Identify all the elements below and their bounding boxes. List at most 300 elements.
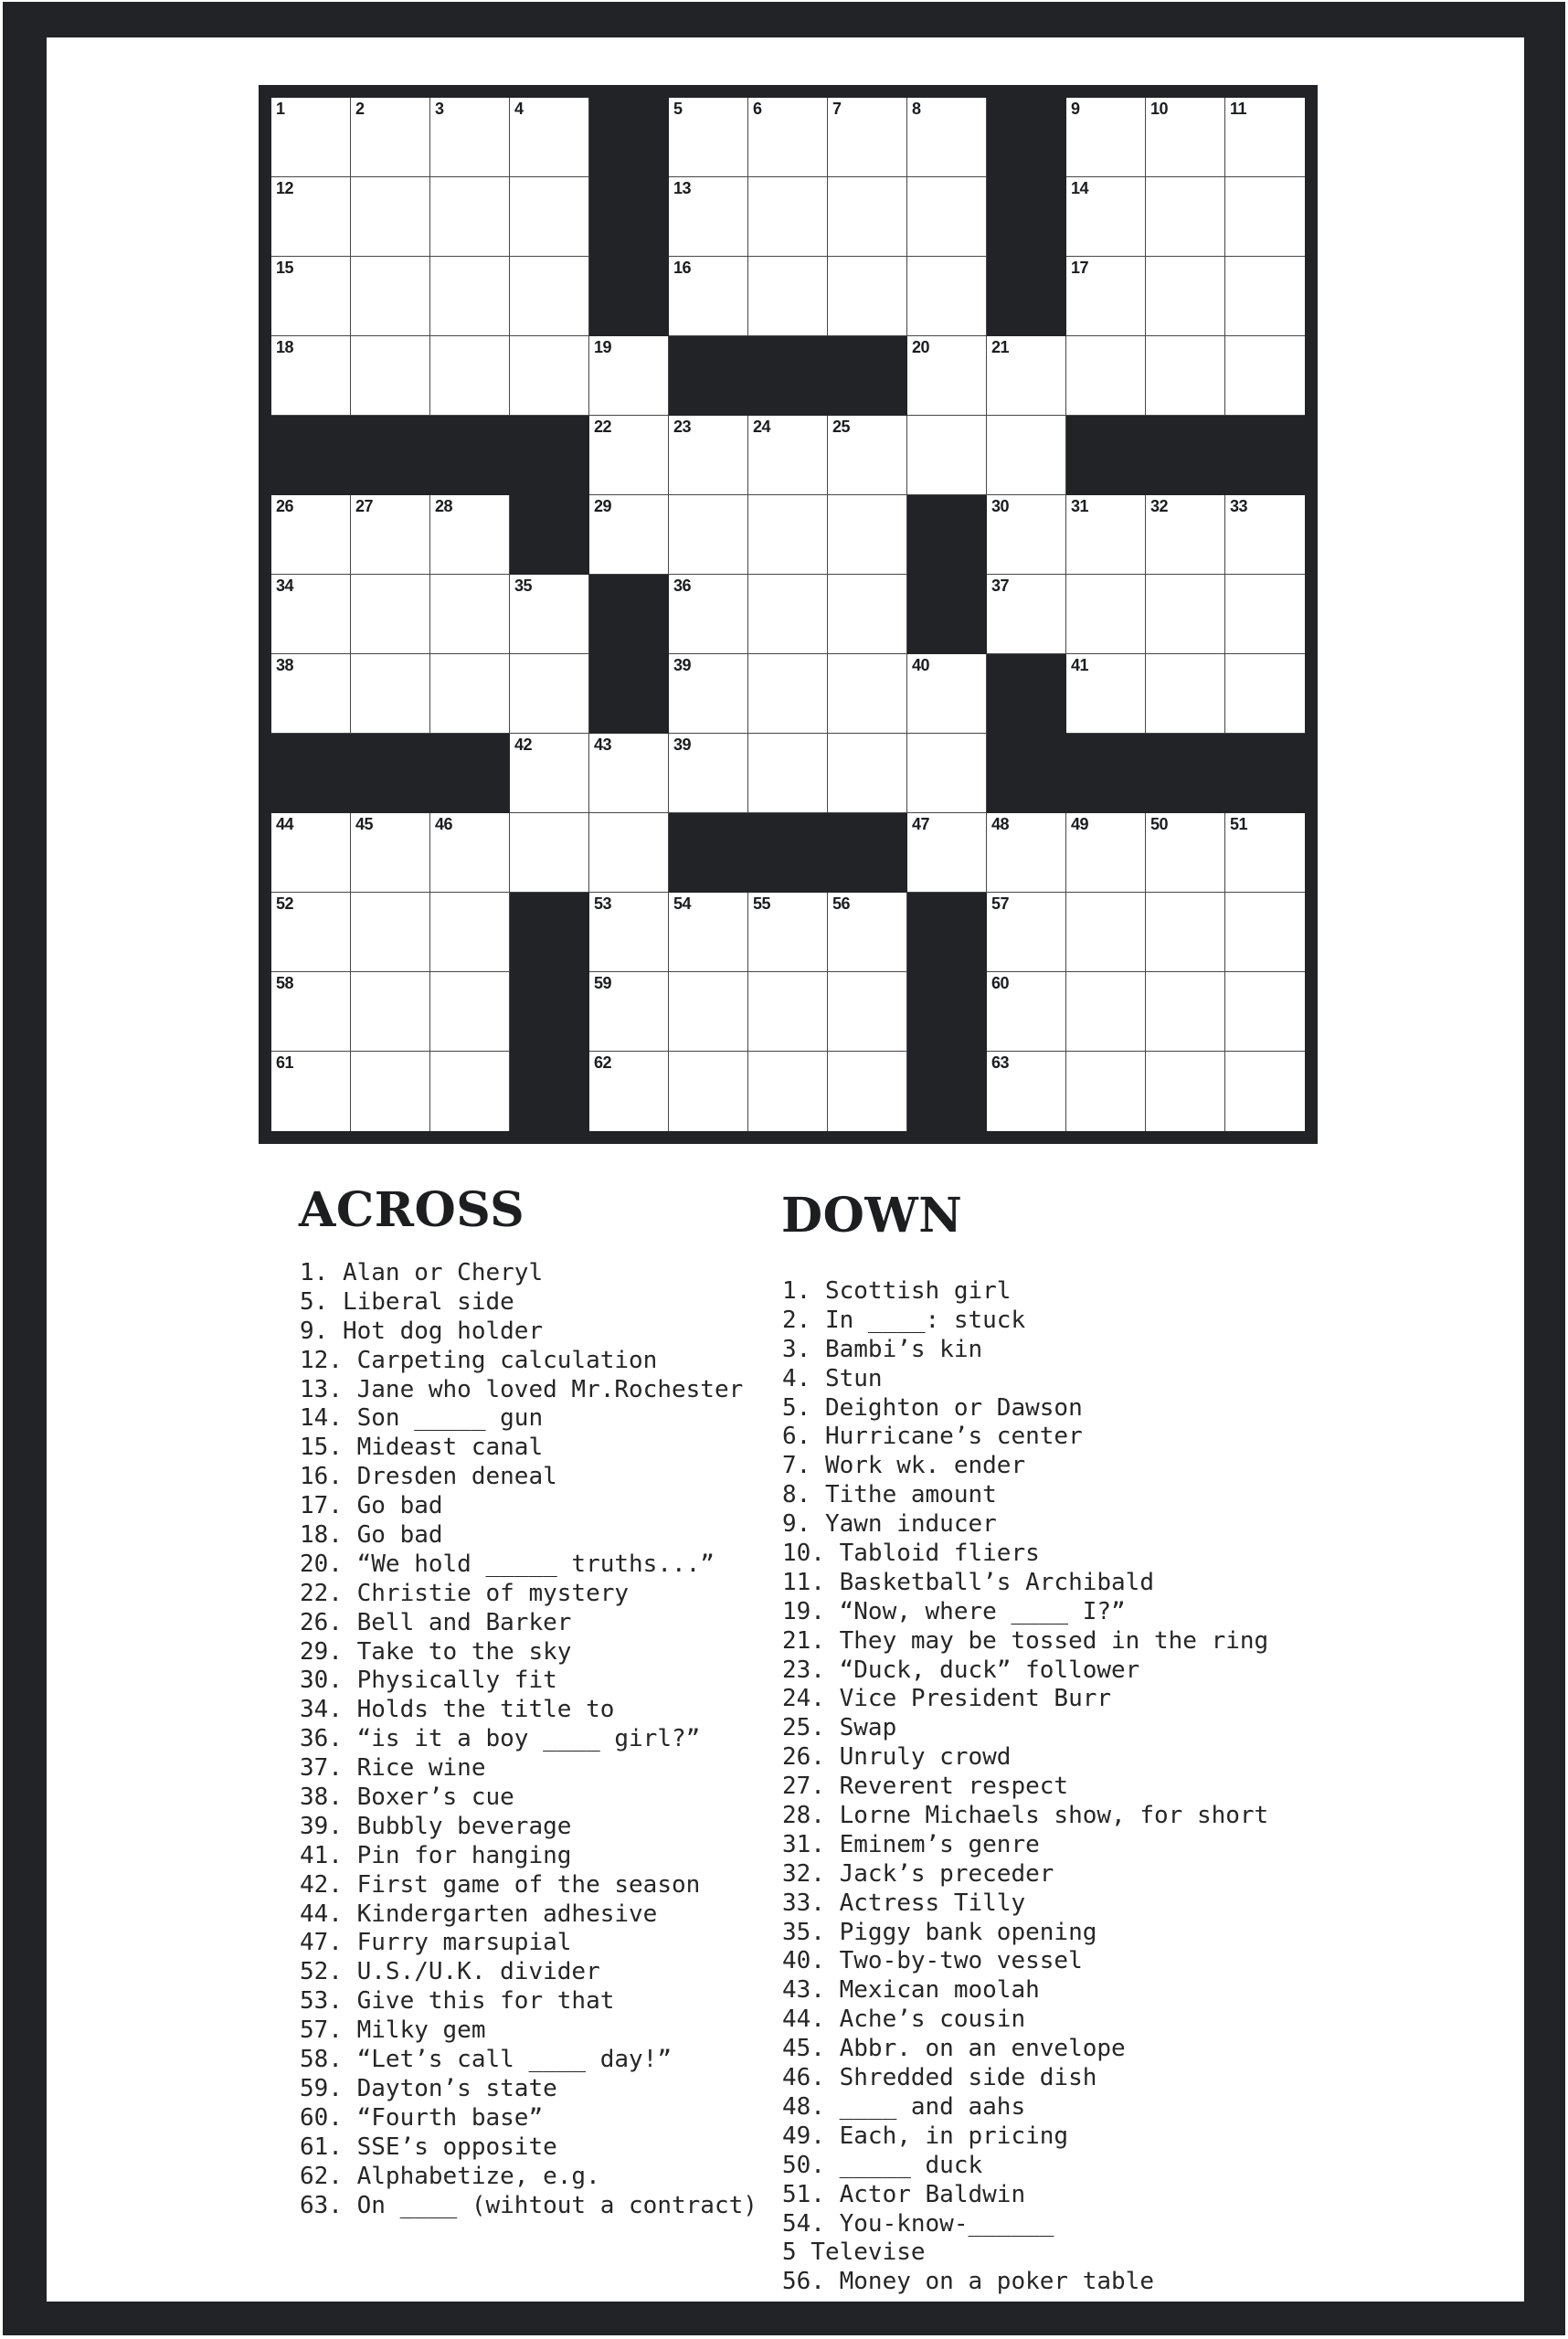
grid-cell[interactable]: [828, 972, 907, 1052]
grid-cell[interactable]: [828, 177, 907, 257]
grid-cell[interactable]: [1225, 972, 1305, 1052]
grid-cell[interactable]: [669, 495, 748, 575]
clue: 7. Work wk. ender: [782, 1452, 1026, 1480]
grid-cell-black: [430, 734, 510, 813]
grid-cell[interactable]: [987, 1052, 1066, 1131]
grid-cell[interactable]: [351, 257, 430, 336]
cell-number: 57: [991, 894, 1010, 913]
grid-cell[interactable]: [510, 257, 589, 336]
grid-cell[interactable]: [828, 893, 907, 972]
grid-cell-black: [669, 813, 748, 893]
cell-number: 21: [991, 338, 1010, 356]
clue: 5. Deighton or Dawson: [782, 1393, 1083, 1422]
grid-cell[interactable]: [748, 416, 828, 495]
grid-cell[interactable]: [271, 575, 351, 654]
clue: 41. Pin for hanging: [300, 1841, 572, 1869]
clue: 5. Liberal side: [300, 1287, 514, 1316]
cell-number: 36: [673, 577, 692, 595]
grid-cell[interactable]: [748, 575, 828, 654]
cell-number: 62: [594, 1053, 612, 1072]
grid-cell-black: [828, 336, 907, 416]
cell-number: 18: [276, 338, 294, 356]
grid-cell[interactable]: [1225, 257, 1305, 336]
grid-cell[interactable]: [430, 654, 510, 734]
grid-cell-black: [271, 734, 351, 813]
grid-cell[interactable]: [351, 98, 430, 177]
grid-cell[interactable]: [1225, 813, 1305, 893]
cell-number: 23: [673, 418, 692, 436]
cell-number: 9: [1071, 100, 1080, 118]
grid-cell[interactable]: [828, 1052, 907, 1131]
grid-cell[interactable]: [271, 1052, 351, 1131]
clue: 25. Swap: [782, 1714, 897, 1742]
grid-cell-black: [589, 257, 669, 336]
clue: 13. Jane who loved Mr.Rochester: [300, 1375, 744, 1403]
grid-cell-black: [907, 575, 987, 654]
grid-cell[interactable]: [907, 98, 987, 177]
clue: 59. Dayton’s state: [300, 2074, 557, 2102]
down-heading: DOWN: [781, 1188, 963, 1244]
clue: 53. Give this for that: [300, 1987, 615, 2016]
clue: 31. Eminem’s genre: [782, 1830, 1040, 1858]
clue: 26. Bell and Barker: [300, 1608, 572, 1636]
grid-cell[interactable]: [589, 893, 669, 972]
clue: 23. “Duck, duck” follower: [782, 1656, 1140, 1684]
grid-cell[interactable]: [589, 1052, 669, 1131]
cell-number: 42: [514, 736, 533, 754]
grid-cell[interactable]: [589, 416, 669, 495]
clue: 22. Christie of mystery: [300, 1579, 630, 1607]
cell-number: 47: [912, 815, 930, 833]
clue: 42. First game of the season: [300, 1870, 701, 1899]
crossword-grid: [259, 85, 1318, 1144]
grid-cell[interactable]: [430, 813, 510, 893]
clue: 2. In ____: stuck: [782, 1306, 1026, 1334]
grid-cell[interactable]: [828, 416, 907, 495]
grid-cell[interactable]: [669, 734, 748, 813]
grid-cell-black: [828, 813, 907, 893]
grid-cell[interactable]: [748, 98, 828, 177]
grid-cell-black: [589, 177, 669, 257]
clue: 45. Abbr. on an envelope: [782, 2035, 1126, 2063]
cell-number: 48: [991, 815, 1010, 833]
grid-cell[interactable]: [669, 257, 748, 336]
clue: 11. Basketball’s Archibald: [782, 1568, 1154, 1596]
grid-cell-black: [589, 575, 669, 654]
grid-cell-black: [351, 416, 430, 495]
cell-number: 10: [1150, 100, 1169, 118]
grid-cell-black: [748, 813, 828, 893]
grid-cell-black: [1225, 416, 1305, 495]
grid-cell[interactable]: [1146, 972, 1225, 1052]
clue: 20. “We hold _____ truths...”: [300, 1550, 715, 1578]
grid-cell-black: [510, 972, 589, 1052]
clue: 36. “is it a boy ____ girl?”: [300, 1725, 701, 1753]
grid-cell[interactable]: [589, 972, 669, 1052]
grid-cell[interactable]: [1066, 257, 1146, 336]
cell-number: 1: [276, 100, 285, 118]
cell-number: 16: [673, 259, 692, 277]
grid-cell[interactable]: [828, 98, 907, 177]
grid-cell-black: [1146, 416, 1225, 495]
grid-cell[interactable]: [510, 575, 589, 654]
cell-number: 28: [435, 497, 453, 515]
clue: 61. SSE’s opposite: [300, 2133, 557, 2161]
clue: 54. You-know-______: [782, 2209, 1054, 2238]
grid-cell-black: [907, 495, 987, 575]
clue: 4. Stun: [782, 1364, 883, 1392]
grid-cell-black: [271, 416, 351, 495]
cell-number: 43: [594, 736, 612, 754]
cell-number: 8: [912, 100, 921, 118]
grid-cell[interactable]: [907, 336, 987, 416]
cell-number: 53: [594, 894, 612, 913]
clue: 9. Hot dog holder: [300, 1317, 544, 1345]
grid-cell-black: [987, 177, 1066, 257]
grid-cell-black: [987, 98, 1066, 177]
grid-cell-black: [987, 654, 1066, 734]
clue: 1. Scottish girl: [782, 1277, 1012, 1305]
clue: 50. _____ duck: [782, 2151, 983, 2179]
clue: 57. Milky gem: [300, 2016, 486, 2045]
grid-cell[interactable]: [748, 893, 828, 972]
clue: 40. Two-by-two vessel: [782, 1947, 1083, 1975]
cell-number: 56: [832, 894, 851, 913]
grid-cell[interactable]: [1066, 575, 1146, 654]
clue: 39. Bubbly beverage: [300, 1812, 572, 1840]
grid-cell[interactable]: [669, 98, 748, 177]
grid-cell[interactable]: [271, 813, 351, 893]
grid-cell[interactable]: [351, 575, 430, 654]
grid-cell[interactable]: [669, 575, 748, 654]
grid-cell[interactable]: [748, 257, 828, 336]
cell-number: 13: [673, 179, 692, 197]
clue: 15. Mideast canal: [300, 1434, 544, 1462]
clue: 47. Furry marsupial: [300, 1929, 572, 1957]
cell-number: 22: [594, 418, 612, 436]
cell-number: 45: [355, 815, 374, 833]
grid-cell[interactable]: [430, 336, 510, 416]
grid-cell[interactable]: [351, 177, 430, 257]
grid-cell[interactable]: [589, 336, 669, 416]
grid-cell-black: [589, 654, 669, 734]
grid-cell[interactable]: [351, 1052, 430, 1131]
clue: 44. Kindergarten adhesive: [300, 1900, 658, 1928]
cell-number: 20: [912, 338, 930, 356]
grid-cell[interactable]: [1066, 813, 1146, 893]
cell-number: 19: [594, 338, 612, 356]
cell-number: 4: [514, 100, 524, 118]
cell-number: 24: [753, 418, 771, 436]
grid-cell[interactable]: [1066, 1052, 1146, 1131]
grid-cell[interactable]: [987, 495, 1066, 575]
clue: 44. Ache’s cousin: [782, 2006, 1026, 2034]
grid-cell[interactable]: [430, 575, 510, 654]
cell-number: 37: [991, 577, 1010, 595]
grid-cell[interactable]: [351, 972, 430, 1052]
cell-number: 59: [594, 974, 612, 992]
grid-cell[interactable]: [271, 893, 351, 972]
grid-cell[interactable]: [1225, 495, 1305, 575]
cell-number: 46: [435, 815, 453, 833]
cell-number: 39: [673, 656, 692, 674]
clue: 52. U.S./U.K. divider: [300, 1958, 600, 1986]
cell-number: 29: [594, 497, 612, 515]
cell-number: 34: [276, 577, 294, 595]
grid-cell[interactable]: [828, 734, 907, 813]
grid-cell[interactable]: [1146, 495, 1225, 575]
cell-number: 30: [991, 497, 1010, 515]
grid-cell[interactable]: [430, 495, 510, 575]
grid-cell[interactable]: [510, 98, 589, 177]
grid-cell[interactable]: [1066, 893, 1146, 972]
cell-number: 5: [673, 100, 683, 118]
grid-cell-black: [669, 336, 748, 416]
grid-cell[interactable]: [430, 98, 510, 177]
grid-cell[interactable]: [589, 813, 669, 893]
grid-cell[interactable]: [987, 416, 1066, 495]
clue: 17. Go bad: [300, 1492, 443, 1520]
grid-cell[interactable]: [1066, 654, 1146, 734]
grid-cell[interactable]: [669, 416, 748, 495]
grid-cell[interactable]: [748, 734, 828, 813]
grid-cell[interactable]: [1146, 98, 1225, 177]
clue: 19. “Now, where ____ I?”: [782, 1597, 1126, 1625]
grid-cell[interactable]: [271, 98, 351, 177]
cell-number: 41: [1071, 656, 1089, 674]
grid-cell[interactable]: [430, 972, 510, 1052]
grid-cell[interactable]: [748, 495, 828, 575]
grid-cell[interactable]: [1225, 177, 1305, 257]
grid-cell[interactable]: [510, 336, 589, 416]
grid-cell[interactable]: [351, 813, 430, 893]
grid-cell[interactable]: [1066, 495, 1146, 575]
grid-cell[interactable]: [1146, 893, 1225, 972]
grid-cell[interactable]: [828, 654, 907, 734]
grid-cell[interactable]: [748, 972, 828, 1052]
grid-cell-black: [907, 1052, 987, 1131]
cell-number: 58: [276, 974, 294, 992]
cell-number: 25: [832, 418, 851, 436]
clue: 30. Physically fit: [300, 1667, 557, 1695]
cell-number: 61: [276, 1053, 294, 1072]
grid-cell[interactable]: [1146, 177, 1225, 257]
clue: 6. Hurricane’s center: [782, 1423, 1083, 1451]
cell-number: 7: [832, 100, 842, 118]
cell-number: 14: [1071, 179, 1089, 197]
cell-number: 17: [1071, 259, 1089, 277]
grid-cell[interactable]: [828, 495, 907, 575]
grid-cell[interactable]: [589, 734, 669, 813]
grid-cell[interactable]: [1146, 1052, 1225, 1131]
grid-cell[interactable]: [430, 1052, 510, 1131]
grid-cell[interactable]: [907, 813, 987, 893]
across-clue-list: [300, 1259, 758, 2220]
grid-cell[interactable]: [1146, 575, 1225, 654]
cell-number: 15: [276, 259, 294, 277]
grid-cell[interactable]: [510, 813, 589, 893]
grid-cell[interactable]: [748, 177, 828, 257]
grid-cell[interactable]: [1146, 336, 1225, 416]
grid-cell[interactable]: [907, 177, 987, 257]
clue: 60. “Fourth base”: [300, 2103, 544, 2132]
grid-cell[interactable]: [1066, 98, 1146, 177]
grid-cell[interactable]: [1066, 177, 1146, 257]
grid-cell[interactable]: [987, 575, 1066, 654]
grid-cell[interactable]: [669, 654, 748, 734]
clue: 1. Alan or Cheryl: [300, 1259, 544, 1286]
grid-cell[interactable]: [669, 177, 748, 257]
cell-number: 54: [673, 894, 692, 913]
grid-cell[interactable]: [271, 495, 351, 575]
grid-cell[interactable]: [828, 575, 907, 654]
grid-cell-black: [1225, 734, 1305, 813]
cell-number: 2: [355, 100, 365, 118]
grid-cell[interactable]: [271, 972, 351, 1052]
grid-cell[interactable]: [1225, 98, 1305, 177]
grid-cell-black: [1066, 734, 1146, 813]
grid-cell[interactable]: [1146, 654, 1225, 734]
clue: 14. Son _____ gun: [300, 1404, 544, 1433]
grid-cell-black: [510, 1052, 589, 1131]
grid-cell[interactable]: [1225, 336, 1305, 416]
clue: 33. Actress Tilly: [782, 1889, 1026, 1917]
cell-number: 38: [276, 656, 294, 674]
clue: 32. Jack’s preceder: [782, 1859, 1054, 1888]
clue: 62. Alphabetize, e.g.: [300, 2162, 600, 2190]
grid-cell[interactable]: [669, 1052, 748, 1131]
cell-number: 11: [1230, 100, 1247, 118]
cell-number: 39: [673, 736, 692, 754]
grid-cell[interactable]: [271, 654, 351, 734]
clue: 3. Bambi’s kin: [782, 1335, 983, 1363]
grid-cell[interactable]: [987, 893, 1066, 972]
grid-cell[interactable]: [907, 734, 987, 813]
grid-cell-black: [1146, 734, 1225, 813]
cell-number: 51: [1230, 815, 1248, 833]
cell-number: 12: [276, 179, 294, 197]
clue: 37. Rice wine: [300, 1754, 486, 1783]
clue: 29. Take to the sky: [300, 1637, 572, 1666]
grid-cell[interactable]: [351, 654, 430, 734]
grid-cell-black: [987, 734, 1066, 813]
grid-cell[interactable]: [271, 257, 351, 336]
clue: 21. They may be tossed in the ring: [782, 1626, 1269, 1655]
clue: 24. Vice President Burr: [782, 1685, 1112, 1713]
across-heading: ACROSS: [299, 1182, 525, 1238]
cell-number: 35: [514, 577, 533, 595]
cell-number: 50: [1150, 815, 1169, 833]
grid-cell[interactable]: [828, 257, 907, 336]
grid-cell[interactable]: [987, 813, 1066, 893]
grid-cell[interactable]: [510, 177, 589, 257]
grid-cell[interactable]: [907, 416, 987, 495]
grid-cell-black: [907, 893, 987, 972]
grid-cell[interactable]: [748, 1052, 828, 1131]
grid-cell[interactable]: [1146, 257, 1225, 336]
clue: 46. Shredded side dish: [782, 2064, 1097, 2092]
grid-cell[interactable]: [1066, 336, 1146, 416]
grid-cell[interactable]: [748, 654, 828, 734]
clue: 27. Reverent respect: [782, 1773, 1069, 1801]
grid-cell[interactable]: [589, 495, 669, 575]
clue: 9. Yawn inducer: [782, 1510, 997, 1539]
grid-cell-black: [748, 336, 828, 416]
cell-number: 40: [912, 656, 930, 674]
clue: 49. Each, in pricing: [782, 2122, 1069, 2150]
grid-cell-black: [907, 972, 987, 1052]
clue: 18. Go bad: [300, 1521, 443, 1550]
clue: 51. Actor Baldwin: [782, 2180, 1026, 2208]
grid-cell[interactable]: [1225, 1052, 1305, 1131]
cell-number: 60: [991, 974, 1010, 992]
clue: 10. Tabloid fliers: [782, 1540, 1040, 1568]
grid-cell[interactable]: [1225, 654, 1305, 734]
clue: 48. ____ and aahs: [782, 2092, 1026, 2121]
cell-number: 49: [1071, 815, 1089, 833]
clue: 35. Piggy bank opening: [782, 1918, 1097, 1946]
grid-cell-black: [430, 416, 510, 495]
grid-cell-black: [589, 98, 669, 177]
cell-number: 31: [1071, 497, 1089, 515]
grid-cell[interactable]: [351, 893, 430, 972]
grid-cell[interactable]: [907, 654, 987, 734]
clue: 38. Boxer’s cue: [300, 1783, 514, 1812]
cell-number: 55: [753, 894, 771, 913]
cell-number: 33: [1230, 497, 1248, 515]
grid-cell-black: [510, 416, 589, 495]
grid-cell[interactable]: [271, 336, 351, 416]
grid-cell[interactable]: [430, 893, 510, 972]
clue: 56. Money on a poker table: [782, 2268, 1154, 2296]
grid-cell-black: [351, 734, 430, 813]
cell-number: 63: [991, 1053, 1010, 1072]
grid-cell[interactable]: [1225, 893, 1305, 972]
grid-cell[interactable]: [1146, 813, 1225, 893]
grid-cell-black: [510, 893, 589, 972]
cell-number: 3: [435, 100, 444, 118]
clue: 43. Mexican moolah: [782, 1976, 1040, 2005]
grid-cell-black: [510, 495, 589, 575]
grid-cell[interactable]: [430, 177, 510, 257]
grid-cell[interactable]: [510, 734, 589, 813]
grid-cell[interactable]: [987, 972, 1066, 1052]
clue: 26. Unruly crowd: [782, 1743, 1012, 1772]
grid-cell-black: [1066, 416, 1146, 495]
clue: 12. Carpeting calculation: [300, 1346, 658, 1374]
grid-cell[interactable]: [351, 495, 430, 575]
grid-cell[interactable]: [271, 177, 351, 257]
clue: 63. On ____ (wihtout a contract): [300, 2191, 758, 2219]
grid-cell[interactable]: [1225, 575, 1305, 654]
clue: 8. Tithe amount: [782, 1481, 997, 1509]
cell-number: 44: [276, 815, 294, 833]
down-clue-list: [782, 1277, 1268, 2297]
grid-cell[interactable]: [669, 893, 748, 972]
grid-cell[interactable]: [907, 257, 987, 336]
clue: 16. Dresden deneal: [300, 1463, 557, 1491]
grid-cell[interactable]: [510, 654, 589, 734]
cell-number: 27: [355, 497, 374, 515]
cell-number: 6: [753, 100, 762, 118]
grid-cell[interactable]: [987, 336, 1066, 416]
grid-cell[interactable]: [430, 257, 510, 336]
grid-cell[interactable]: [1066, 972, 1146, 1052]
grid-cell[interactable]: [351, 336, 430, 416]
clue: 34. Holds the title to: [300, 1696, 615, 1724]
cell-number: 32: [1150, 497, 1169, 515]
grid-cell[interactable]: [669, 972, 748, 1052]
